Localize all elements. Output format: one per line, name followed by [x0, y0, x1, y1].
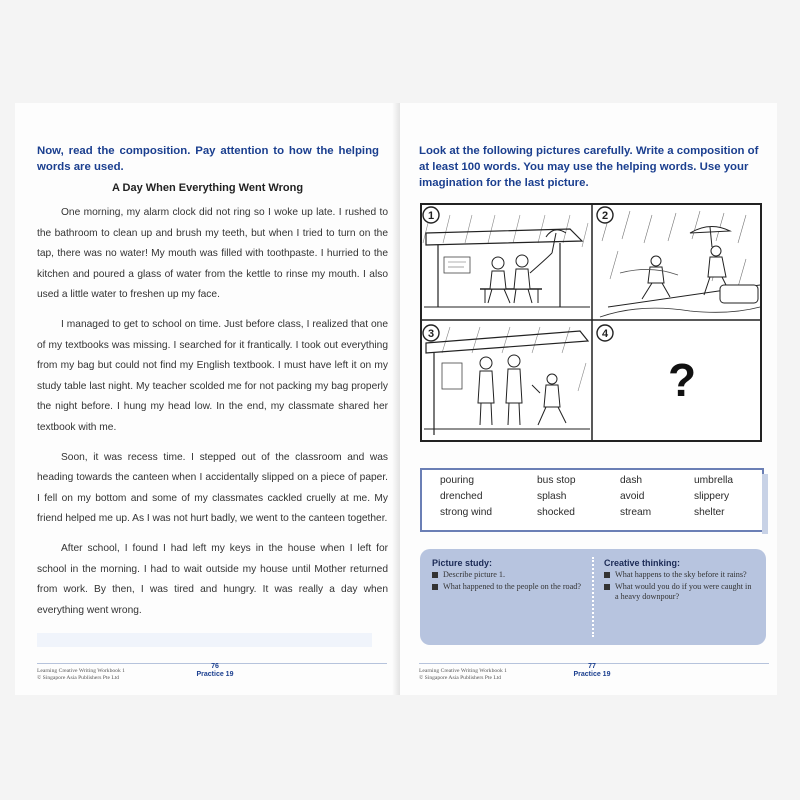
- bullet-icon: [432, 572, 438, 578]
- composition-body: [37, 203, 388, 630]
- panel-1-number: 1: [427, 210, 435, 222]
- paragraph: Soon, it was recess time. I stepped out of the classroom and was heading towards the canteen when I accidentally slipped on a piece of paper. I fell on my bottom and some of my classmates cackled cruelly at me. My friend helped me up. As I was not hurt badly, we went to the canteen together.: [37, 451, 388, 525]
- bullet-icon: [432, 584, 438, 590]
- picture-study-question: What happened to the people on the road?: [432, 582, 586, 593]
- panel-4-number: 4: [601, 328, 609, 340]
- helping-word: strong wind: [440, 507, 493, 518]
- prompt-divider: [592, 557, 594, 637]
- composition-title: A Day When Everything Went Wrong: [111, 182, 304, 194]
- bullet-icon: [604, 584, 610, 590]
- footer-book-title: Learning Creative Writing Workbook 1: [37, 668, 125, 674]
- creative-thinking-heading: Creative thinking:: [604, 558, 681, 568]
- picture-panels: [420, 203, 762, 442]
- helping-word: shelter: [694, 507, 725, 518]
- helping-word: splash: [537, 491, 567, 502]
- question-mark: ?: [667, 354, 697, 406]
- footer-book-title: Learning Creative Writing Workbook 1: [419, 668, 507, 674]
- left-page: [15, 103, 400, 695]
- page-number: 76: [211, 663, 219, 670]
- right-page: [400, 103, 777, 695]
- practice-label: Practice 19: [196, 671, 234, 678]
- helping-word: drenched: [440, 491, 483, 502]
- paragraph: I managed to get to school on time. Just before class, I realized that one of my textbooks was missing. I searched for it frantically. I took out everything from my bag but could not find my English textbook. I must have left it on my study table last night. My teacher scolded me for not packing my bag properly the night before. I hung my head low. In the end, my classmate shared her textbook with me.: [37, 318, 388, 433]
- creative-thinking: [604, 558, 756, 604]
- creative-thinking-question: What happens to the sky before it rains?: [604, 570, 756, 581]
- helping-word: dash: [620, 475, 643, 486]
- practice-label: Practice 19: [573, 671, 611, 678]
- helping-word: shocked: [537, 507, 575, 518]
- footer-publisher: © Singapore Asia Publishers Pte Ltd: [37, 675, 120, 681]
- paragraph: After school, I found I had left my keys in the house when I left for school in the morning. I had to wait outside my house until Mother returned from work. By then, I was tired and hungry. It was really a day when everything went wrong.: [37, 542, 388, 616]
- helping-word: stream: [620, 507, 652, 518]
- picture-study: [432, 558, 586, 593]
- picture-study-question: Describe picture 1.: [432, 570, 586, 581]
- footer-publisher: © Singapore Asia Publishers Pte Ltd: [419, 675, 502, 681]
- picture-study-heading: Picture study:: [432, 558, 493, 568]
- panel-3-number: 3: [427, 328, 435, 340]
- left-instruction: Now, read the composition. Pay attention to how the helping words are used.: [37, 145, 379, 173]
- box-shadow: [762, 474, 768, 534]
- helping-word: avoid: [620, 491, 645, 502]
- prompt-panel: [420, 549, 766, 645]
- right-instruction: Look at the following pictures carefully. Write a composition of at least 100 words. You may use the helping words. Use your imagination for the last picture.: [419, 145, 759, 189]
- creative-thinking-question: What would you do if you were caught in a heavy downpour?: [604, 582, 756, 603]
- helping-word: pouring: [440, 475, 474, 486]
- helping-word: bus stop: [537, 475, 576, 486]
- faint-band: [37, 633, 372, 647]
- page-number: 77: [588, 663, 596, 670]
- paragraph: One morning, my alarm clock did not ring so I woke up late. I rushed to the bathroom to clean up and brush my teeth, but when I tried to turn on the tap, there was no water! My mouth was filled with toothpaste. I hurried to the kitchen and poured a glass of water from the kettle to rinse my mouth. I also used a little water to freshen up my face.: [37, 207, 388, 301]
- bullet-icon: [604, 572, 610, 578]
- helping-word: umbrella: [694, 475, 734, 486]
- panel-2-number: 2: [601, 210, 609, 222]
- helping-word: slippery: [694, 491, 730, 502]
- helping-words-box: [420, 468, 764, 532]
